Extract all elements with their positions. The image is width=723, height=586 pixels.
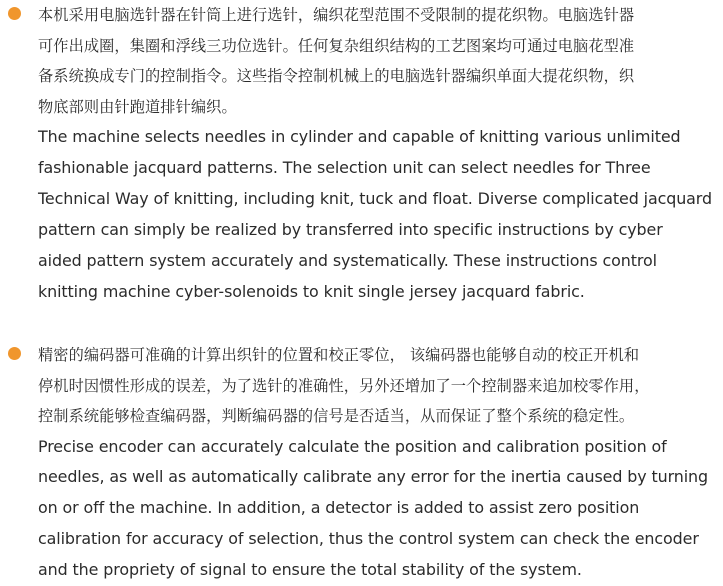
en-line: Technical Way of knitting, including knit, tuck and float. Diverse complicated jacquard (38, 184, 722, 215)
orange-circle-bullet-icon (8, 7, 21, 20)
en-line: needles, as well as automatically calibrate any error for the inertia caused by turning (38, 462, 722, 493)
feature-text-block (38, 0, 722, 307)
zh-line: 物底部则由针跑道排针编织。 (38, 92, 722, 123)
en-line: The machine selects needles in cylinder and capable of knitting various unlimited (38, 122, 722, 153)
zh-line: 本机采用电脑选针器在针筒上进行选针，编织花型范围不受限制的提花织物。电脑选针器 (38, 0, 722, 31)
en-line: pattern can simply be realized by transferred into specific instructions by cyber (38, 215, 722, 246)
zh-line: 控制系统能够检查编码器，判断编码器的信号是否适当，从而保证了整个系统的稳定性。 (38, 401, 722, 432)
feature-text-block (38, 340, 722, 586)
zh-line: 精密的编码器可准确的计算出织针的位置和校正零位， 该编码器也能够自动的校正开机和 (38, 340, 722, 371)
en-line: and the propriety of signal to ensure the total stability of the system. (38, 555, 722, 586)
english-paragraph (38, 122, 722, 307)
en-line: fashionable jacquard patterns. The selection unit can select needles for Three (38, 153, 722, 184)
en-line: knitting machine cyber-solenoids to knit single jersey jacquard fabric. (38, 277, 722, 308)
chinese-paragraph (38, 0, 722, 122)
en-line: aided pattern system accurately and systematically. These instructions control (38, 246, 722, 277)
zh-line: 备系统换成专门的控制指令。这些指令控制机械上的电脑选针器编织单面大提花织物，织 (38, 61, 722, 92)
en-line: calibration for accuracy of selection, thus the control system can check the encoder (38, 524, 722, 555)
zh-line: 停机时因惯性形成的误差，为了选针的准确性，另外还增加了一个控制器来追加校零作用， (38, 371, 722, 402)
en-line: Precise encoder can accurately calculate the position and calibration position of (38, 432, 722, 463)
zh-line: 可作出成圈，集圈和浮线三功位选针。任何复杂组织结构的工艺图案均可通过电脑花型准 (38, 31, 722, 62)
orange-circle-bullet-icon (8, 347, 21, 360)
chinese-paragraph (38, 340, 722, 432)
english-paragraph (38, 432, 722, 586)
en-line: on or off the machine. In addition, a detector is added to assist zero position (38, 493, 722, 524)
